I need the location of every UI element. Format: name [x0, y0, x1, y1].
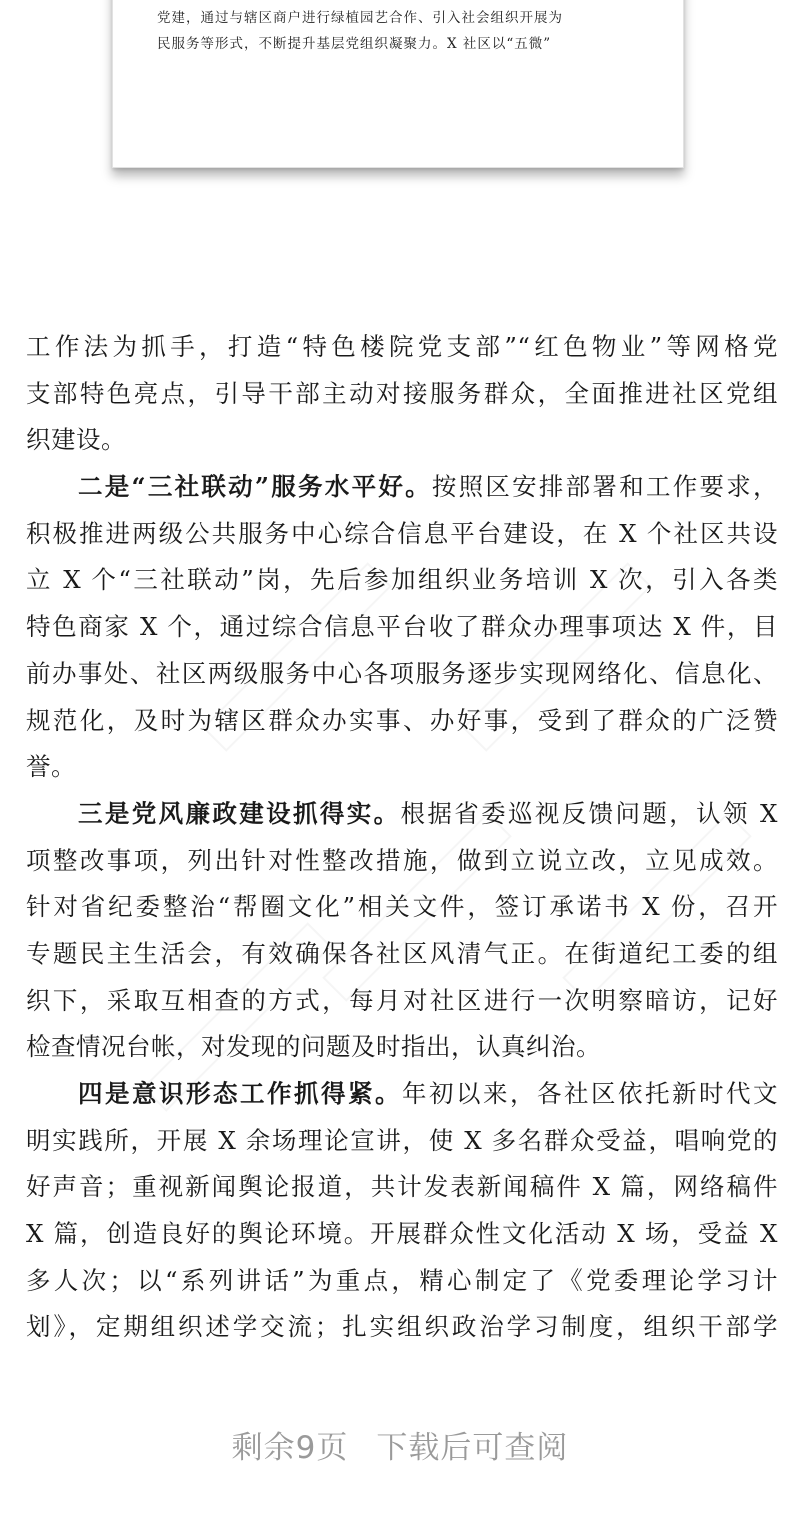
text-line: 积极推进两级公共服务中心综合信息平台建设，在 X 个社区共设 [26, 518, 778, 548]
text-line: X 篇，创造良好的舆论环境。开展群众性文化活动 X 场，受益 X [26, 1219, 778, 1249]
text-line: 划》，定期组织述学交流；扎实组织政治学习制度，组织干部学 [26, 1312, 778, 1342]
text-line: 规范化，及时为辖区群众办实事、办好事，受到了群众的广泛赞 [26, 705, 778, 735]
text-line: 针对省纪委整治“帮圈文化”相关文件，签订承诺书 X 份，召开 [26, 892, 778, 922]
text-line: 特色商家 X 个，通过综合信息平台收了群众办理事项达 X 件，目 [26, 612, 778, 642]
paragraph-heading: 四是意识形态工作抓得紧。 [78, 1079, 402, 1108]
paragraph-first-line [26, 791, 778, 838]
preview-line: 民服务等形式，不断提升基层党组织凝聚力。X 社区以“五微” [157, 36, 552, 52]
preview-card [112, 0, 684, 168]
paragraph-heading: 二是“三社联动”服务水平好。 [78, 472, 432, 502]
text-line: 工作法为抓手，打造“特色楼院党支部”“红色物业”等网格党 [26, 332, 778, 361]
text-line: 织建设。 [26, 425, 126, 455]
text-line: 立 X 个“三社联动”岗，先后参加组织业务培训 X 次，引入各类 [26, 565, 778, 595]
text-line: 明实践所，开展 X 余场理论宣讲，使 X 多名群众受益，唱响党的 [26, 1125, 778, 1155]
text-line: 专题民主生活会，有效确保各社区风清气正。在街道纪工委的组 [26, 938, 778, 968]
text-line: 检查情况台帐，对发现的问题及时指出，认真纠治。 [26, 1032, 601, 1062]
text-line: 前办事处、社区两级服务中心各项服务逐步实现网络化、信息化、 [26, 658, 778, 688]
text-line: 项整改事项，列出针对性整改措施，做到立说立改，立见成效。 [26, 845, 778, 875]
paragraph-first-line [26, 1071, 778, 1118]
remaining-pages-label: 剩余9页 [231, 1430, 349, 1466]
text-span: 年初以来，各社区依托新时代文 [402, 1079, 778, 1108]
text-line: 誉。 [26, 752, 76, 782]
document-body [26, 324, 778, 1351]
download-hint-label: 下载后可查阅 [376, 1430, 569, 1466]
text-span: 根据省委巡视反馈问题，认领 X [400, 798, 779, 828]
text-line: 支部特色亮点，引导干部主动对接服务群众，全面推进社区党组 [26, 378, 778, 408]
download-prompt[interactable] [0, 1422, 800, 1467]
preview-line: 党建，通过与辖区商户进行绿植园艺合作、引入社会组织开展为 [157, 10, 563, 26]
paragraph-heading: 三是党风廉政建设抓得实。 [78, 798, 401, 828]
text-line: 好声音；重视新闻舆论报道，共计发表新闻稿件 X 篇，网络稿件 [26, 1172, 778, 1202]
text-span: 按照区安排部署和工作要求， [431, 472, 779, 502]
text-line: 织下，采取互相查的方式，每月对社区进行一次明察暗访，记好 [26, 985, 778, 1015]
paragraph-first-line [26, 464, 778, 511]
text-line: 多人次；以“系列讲话”为重点，精心制定了《党委理论学习计 [26, 1265, 778, 1295]
